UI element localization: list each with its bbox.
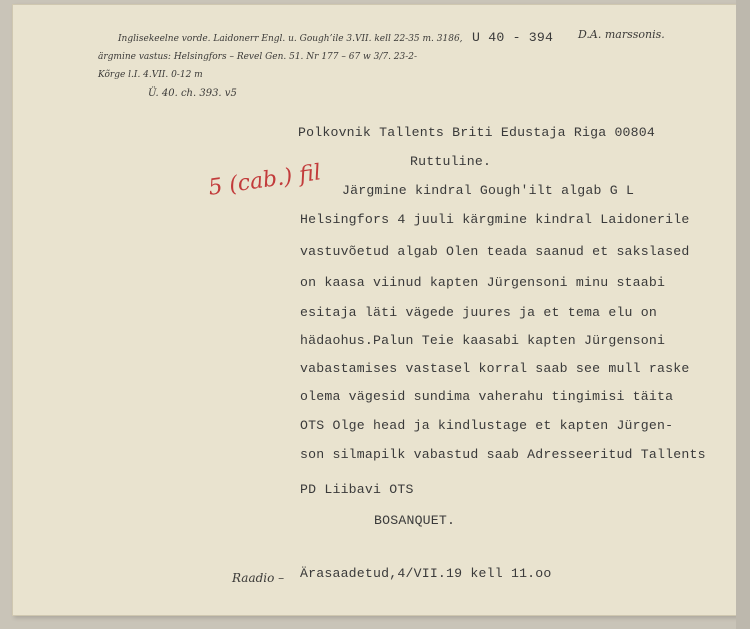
telegram-urgency: Ruttuline. [410,154,492,169]
telegram-body-line: hädaohus.Palun Teie kaasabi kapten Jürgensoni [300,333,666,348]
handwritten-note-line-3: Kõrge l.I. 4.VII. 0-12 m [98,70,203,80]
telegram-body-line: olema vägesid sundima vaherahu tingimisi täita [300,389,674,404]
telegram-body-line: vastuvõetud algab Olen teada saanud et sakslased [300,244,690,259]
telegram-address-line: Polkovnik Tallents Briti Edustaja Riga 00804 [298,125,656,140]
telegram-body-line: son silmapilk vabastud saab Adresseeritud Tallents [300,447,706,462]
sent-timestamp: Ärasaadetud,4/VII.19 kell 11.oo [300,566,552,581]
telegram-body-line: Helsingfors 4 juuli kärgmine kindral Laidonerile [300,212,690,227]
file-reference: U 40 - 394 [472,30,554,45]
handwritten-top-right-note: D.A. marssonis. [578,28,665,41]
handwritten-note-line-1: Inglisekeelne vorde. Laidonerr Engl. u. Gough’ile 3.VII. kell 22-35 m. 3186, [118,34,463,44]
telegram-signature: BOSANQUET. [374,513,456,528]
telegram-body-line: esitaja läti vägede juures ja et tema elu on [300,305,658,320]
telegram-body-line: PD Liibavi OTS [300,482,414,497]
handwritten-note-line-4: Ü. 40. ch. 393. v5 [148,88,237,99]
red-margin-mark: 5 (cab.) fil [206,160,323,201]
telegram-body-line: on kaasa viinud kapten Jürgensoni minu staabi [300,275,666,290]
telegram-body-line: OTS Olge head ja kindlustage et kapten Jürgen- [300,418,674,433]
paper-torn-edge [736,0,750,629]
telegram-body-line: Järgmine kindral Gough'ilt algab G L [342,183,635,198]
handwritten-radio-label: Raadio – [232,571,285,585]
telegram-body-line: vabastamises vastasel korral saab see mull raske [300,361,690,376]
handwritten-note-line-2: ärgmine vastus: Helsingfors – Revel Gen. 51. Nr 177 – 67 w 3/7. 23-2- [98,52,418,62]
